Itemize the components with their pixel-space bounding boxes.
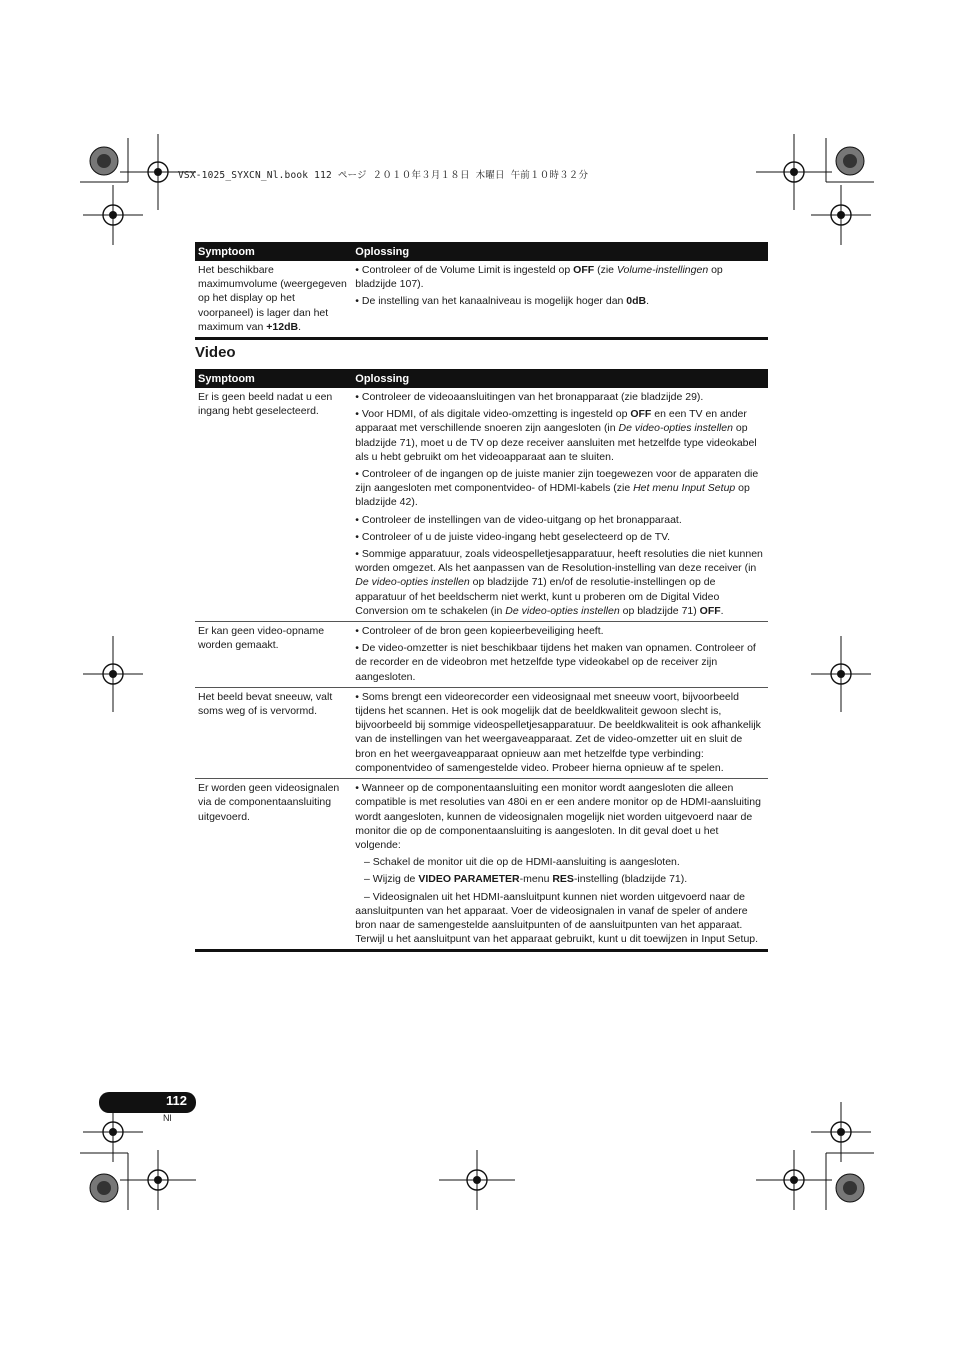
solution-item: • Controleer of de ingangen op de juiste manier zijn toegewezen voor de apparaten die zijn aangesloten met componentvideo- of HDMI-kabels (zie Het menu Input Setup op bladzijde 42). — [355, 468, 759, 509]
solution-cell — [352, 261, 768, 339]
solution-item: • Controleer of u de juiste video-ingang hebt geselecteerd op de TV. — [355, 530, 671, 543]
solution-item: • De instelling van het kanaalniveau is mogelijk hoger dan 0dB. — [355, 295, 650, 308]
col-solution-header: Oplossing — [352, 242, 768, 261]
language-code: Nl — [163, 1113, 172, 1123]
solution-cell — [352, 622, 768, 688]
symptom-cell: Het beeld bevat sneeuw, valt soms weg of is vervormd. — [195, 687, 352, 778]
solution-item: • Voor HDMI, of als digitale video-omzetting is ingesteld op OFF en een TV en ander apparaat met verschillende snoeren zijn aangesloten (in De video-opties instellen op bladzijde 71), moet u de TV op deze receiver aansluiten met hetzelfde type videokabel als u hebt gebruikt om het videoapparaat aan te sluiten. — [355, 408, 757, 463]
main-content — [195, 242, 768, 952]
symptom-cell: Er kan geen video-opname worden gemaakt. — [195, 622, 352, 688]
volume-troubleshooting-table — [195, 242, 768, 340]
solution-item: • Wanneer op de componentaansluiting een monitor wordt aangesloten die alleen compatible is met resoluties van 480i en er een andere monitor op de HDMI-aansluiting wordt aangesloten, kunnen de videosignalen mogelijk niet worden uitgevoerd naar de monitor die op de componentaansluiting is aangesloten. In dit geval doet u het volgende: — [355, 782, 761, 851]
solution-cell — [352, 779, 768, 951]
file-info-line: VSX-1025_SYXCN_Nl.book 112 ページ ２０１０年３月１８日 木曜日 午前１０時３２分 — [178, 170, 589, 181]
symptom-cell: Er worden geen videosignalen via de componentaansluiting uitgevoerd. — [195, 779, 352, 951]
solution-item: • Soms brengt een videorecorder een videosignaal met sneeuw voort, bijvoorbeeld tijdens het scannen. Het is ook mogelijk dat de beeldkwaliteit gewoon slecht is, bijvoorbeeld bij sommige videospelletjesapparatuur. De beeldkwaliteit is ook afhankelijk van de instellingen van het weergaveapparaat. Zet de video-omzetter uit en sluit de bron en het weergaveapparaat opnieuw aan met hetzelfde type verbinding: componentvideo of samengestelde video. Probeer hierna opnieuw af te spelen. — [355, 690, 761, 774]
table-row — [195, 261, 768, 339]
solution-item: – Wijzig de VIDEO PARAMETER-menu RES-instelling (bladzijde 71). — [355, 873, 688, 886]
solution-item: • Sommige apparatuur, zoals videospelletjesapparatuur, heeft resoluties die niet kunnen worden omgezet. Als het aanpassen van de Resolution-instelling van deze receiver (in De video-opties instellen op bladzijde 71) en/of de resolutie-instellingen op de apparatuur of het beeldscherm niet werkt, kunt u proberen om de Digital Video Conversion om te schakelen (in De video-opties instellen op bladzijde 71) OFF. — [355, 548, 763, 617]
solution-item: • Controleer de instellingen van de video-uitgang op het bronapparaat. — [355, 513, 682, 526]
table-row — [195, 622, 768, 688]
solution-item: • De video-omzetter is niet beschikbaar tijdens het maken van opnamen. Controleer of de recorder en de videobron met hetzelfde type videokabel op de receiver zijn aangesloten. — [355, 642, 756, 683]
solution-item: • Controleer of de bron geen kopieerbeveiliging heeft. — [355, 625, 604, 638]
table-row — [195, 687, 768, 778]
table-row — [195, 779, 768, 951]
symptom-cell: Er is geen beeld nadat u een ingang hebt geselecteerd. — [195, 388, 352, 622]
col-symptom-header: Symptoom — [195, 242, 352, 261]
col-symptom-header: Symptoom — [195, 369, 352, 388]
table-header-row — [195, 242, 768, 261]
solution-item: • Controleer de videoaansluitingen van het bronapparaat (zie bladzijde 29). — [355, 391, 704, 404]
solution-cell — [352, 687, 768, 778]
solution-item: – Schakel de monitor uit die op de HDMI-aansluiting is aangesloten. — [355, 856, 680, 869]
table-header-row — [195, 369, 768, 388]
table-row — [195, 388, 768, 622]
solution-item: • Controleer of de Volume Limit is ingesteld op OFF (zie Volume-instellingen op bladzijde 107). — [355, 264, 723, 291]
section-title-video: Video — [195, 344, 236, 362]
solution-cell — [352, 388, 768, 622]
solution-item: – Videosignalen uit het HDMI-aansluitpunt kunnen niet worden uitgevoerd naar de aansluitpunten van het apparaat. Voer de videosignalen in vanaf de speler of andere bron naar de samengestelde aansluitpunten of de aansluitpunten van het apparaat. Terwijl u het aansluitpunt van het apparaat gebruikt, kunt u dit toewijzen in Input Setup. — [355, 890, 759, 946]
col-solution-header: Oplossing — [352, 369, 768, 388]
video-troubleshooting-table — [195, 369, 768, 952]
symptom-cell: Het beschikbare maximumvolume (weergegeven op het display op het voorpaneel) is lager dan het maximum van +12dB. — [195, 261, 352, 339]
page-number: 112 — [166, 1093, 187, 1108]
